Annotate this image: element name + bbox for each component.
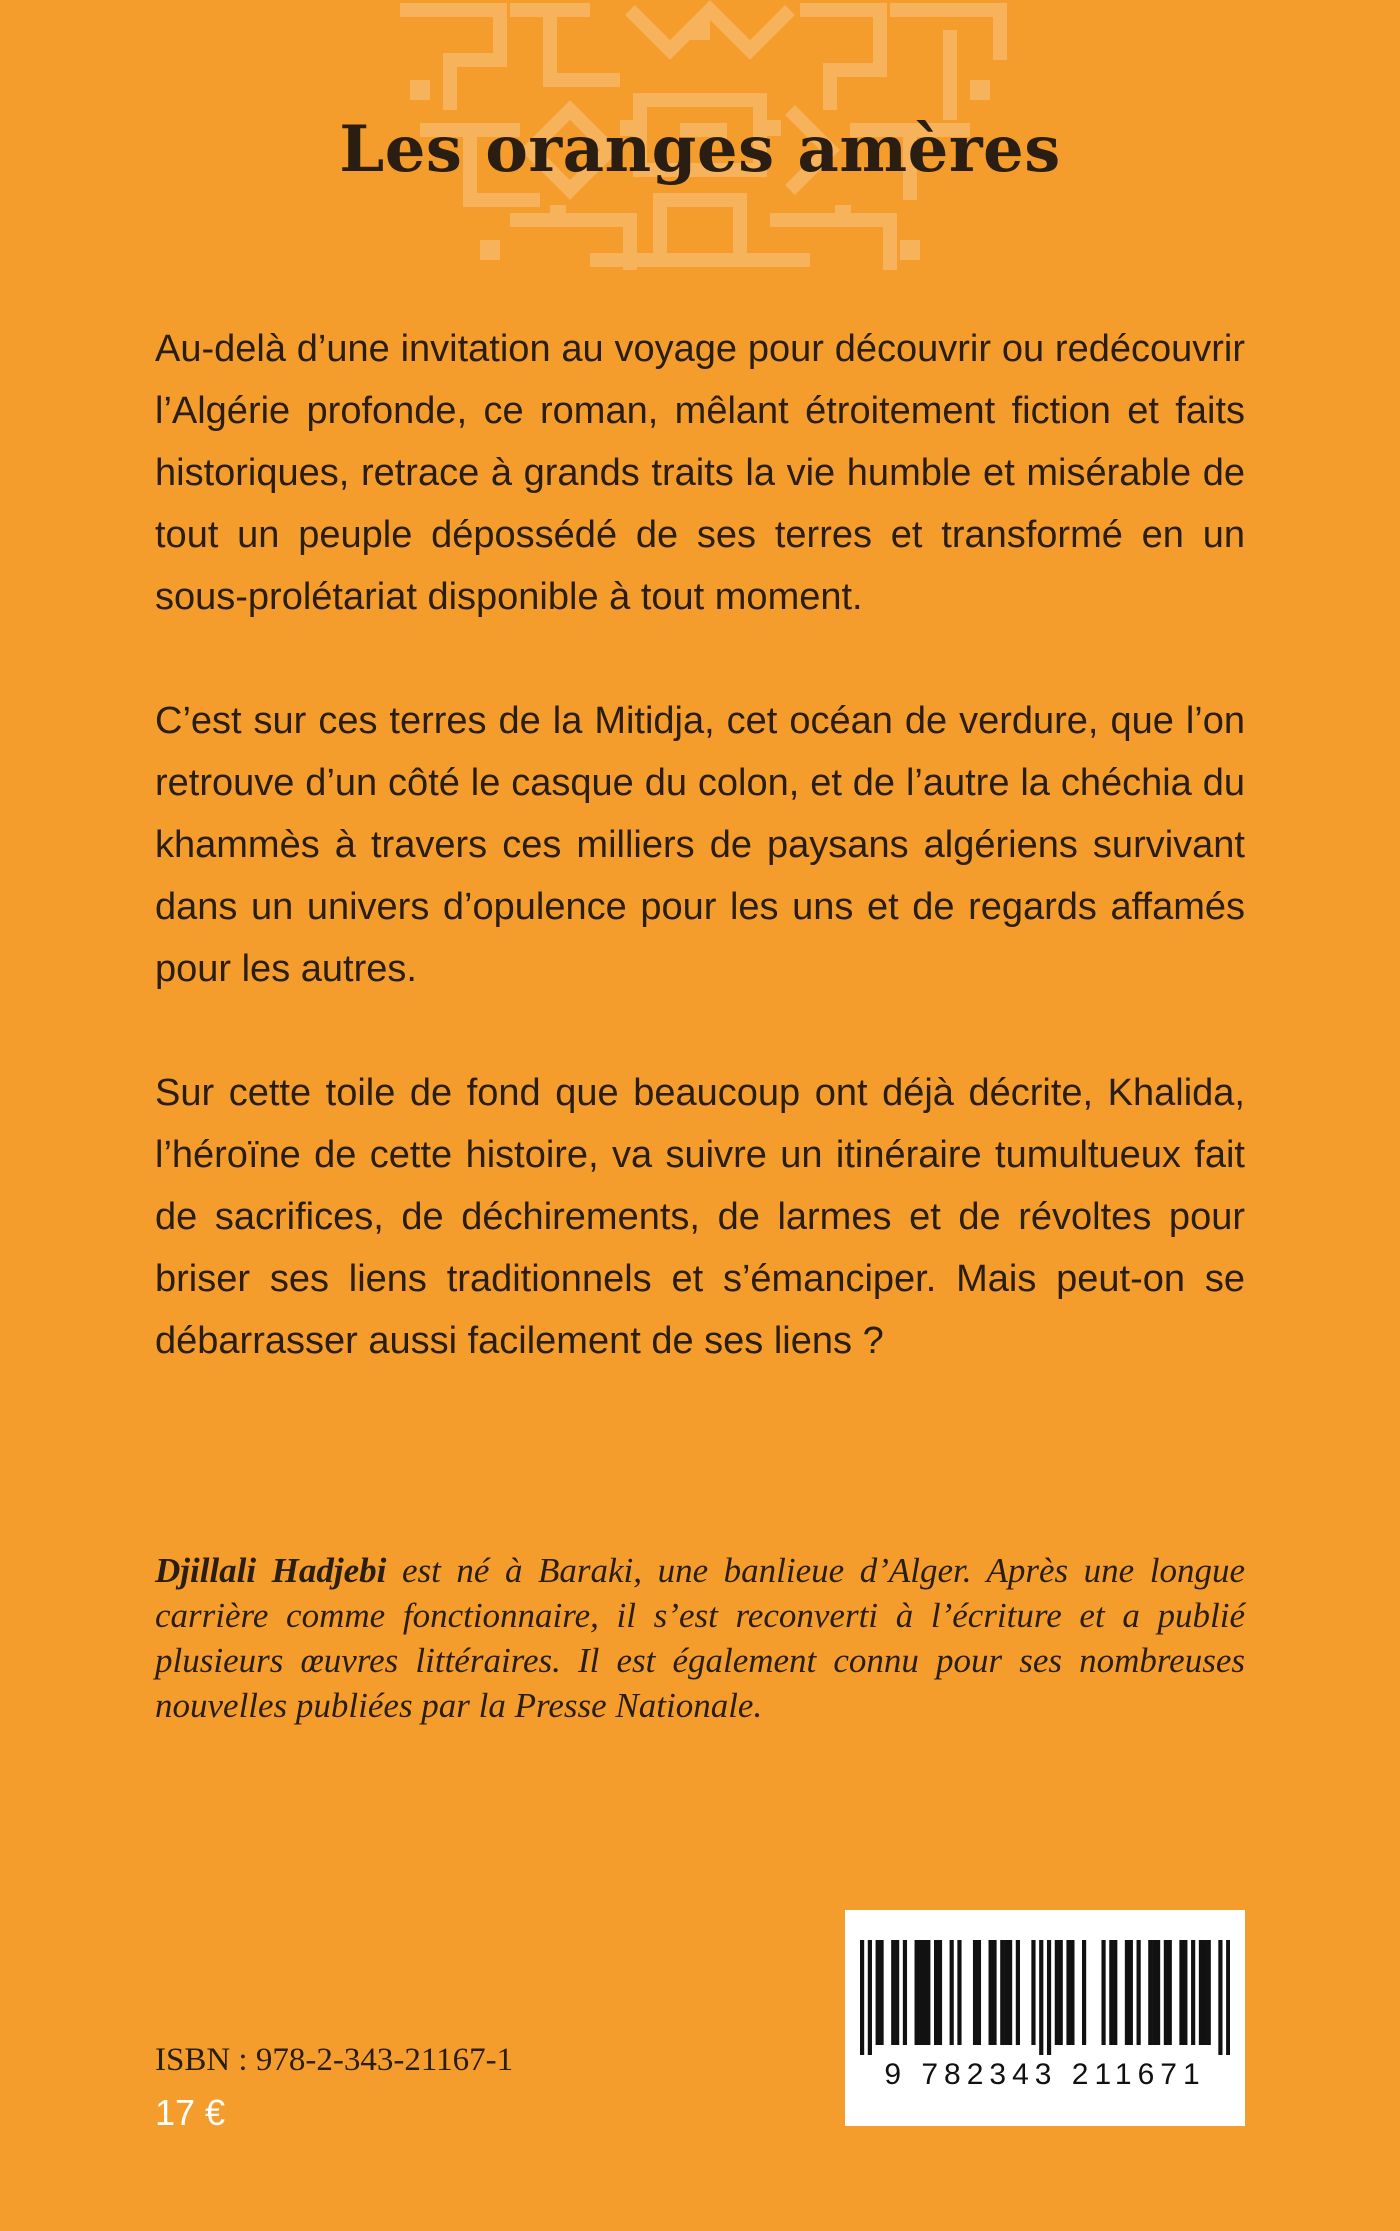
barcode-bar bbox=[977, 1940, 981, 2045]
author-bio-text: est né à Baraki, une banlieue d’Alger. Après une longue carrière comme fonctionnaire, il s’est reconverti à l’écriture et a publié plusieurs œuvres littéraires. Il est également connu pour ses nombreuses nouvelles publiées par la Presse Nationale. bbox=[155, 1551, 1246, 1725]
barcode-bar bbox=[1226, 1940, 1230, 2055]
barcode-bar bbox=[1148, 1940, 1152, 2045]
barcode-bar bbox=[1016, 1940, 1020, 2045]
barcode-bar bbox=[1164, 1940, 1168, 2045]
barcode-bar bbox=[895, 1940, 899, 2045]
barcode-bar bbox=[876, 1940, 880, 2045]
summary-paragraph: Sur cette toile de fond que beaucoup ont déjà décrite, Khalida, l’héroïne de cette histoire, va suivre un itinéraire tumultueux fait de sacrifices, de déchirements, de larmes et de révoltes pour briser ses liens traditionnels et s’émanciper. Mais peut-on se débarrasser aussi facilement de ses liens ? bbox=[155, 1072, 1245, 1362]
barcode-bar bbox=[973, 1940, 977, 2045]
barcode-bar bbox=[1047, 1940, 1051, 2055]
barcode-bar bbox=[1168, 1940, 1172, 2045]
barcode-bar bbox=[1000, 1940, 1004, 2045]
book-summary bbox=[155, 318, 1245, 1434]
barcode-bar bbox=[992, 1940, 996, 2045]
barcode-bar bbox=[1218, 1940, 1222, 2055]
barcode-bar bbox=[989, 1940, 993, 2045]
barcode-bar bbox=[891, 1940, 895, 2045]
barcode-bar bbox=[1101, 1940, 1105, 2045]
barcode-bar bbox=[1191, 1940, 1195, 2045]
barcode-bar bbox=[1113, 1940, 1117, 2045]
barcode-bar bbox=[868, 1940, 872, 2055]
summary-paragraph: Au-delà d’une invitation au voyage pour découvrir ou redécouvrir l’Algérie profonde, ce roman, mêlant étroitement fiction et faits historiques, retrace à grands traits la vie humble et misérable de tout un peuple dépossédé de ses terres et transformé en un sous-prolétariat disponible à tout moment. bbox=[155, 328, 1245, 618]
barcode-bar bbox=[1055, 1940, 1059, 2045]
barcode-bar bbox=[938, 1940, 942, 2045]
barcode-bar bbox=[934, 1940, 938, 2045]
barcode-bar bbox=[1070, 1940, 1074, 2045]
barcode-bar bbox=[1066, 1940, 1070, 2045]
barcode-bar bbox=[1179, 1940, 1183, 2045]
barcode-bars bbox=[860, 1940, 1230, 2055]
barcode-bar bbox=[1207, 1940, 1211, 2045]
barcode-bar bbox=[1004, 1940, 1008, 2045]
barcode-bar bbox=[1125, 1940, 1129, 2045]
barcode-bar bbox=[1152, 1940, 1156, 2045]
barcode-bar bbox=[1039, 1940, 1043, 2055]
barcode-bar bbox=[879, 1940, 883, 2045]
author-name: Djillali Hadjebi bbox=[155, 1551, 387, 1590]
barcode-bar bbox=[1109, 1940, 1113, 2045]
barcode-bar bbox=[1183, 1940, 1187, 2045]
barcode-bar bbox=[1137, 1940, 1141, 2045]
barcode-digits: 9 782343 211671 bbox=[884, 2058, 1206, 2091]
barcode-bar bbox=[922, 1940, 926, 2045]
barcode-bar bbox=[1156, 1940, 1160, 2045]
barcode-bar bbox=[950, 1940, 954, 2045]
barcode-bar bbox=[1082, 1940, 1086, 2045]
barcode bbox=[845, 1910, 1245, 2126]
barcode-bar bbox=[1203, 1940, 1207, 2045]
barcode-bar bbox=[903, 1940, 907, 2045]
barcode-bar bbox=[1199, 1940, 1203, 2045]
barcode-bar bbox=[915, 1940, 919, 2045]
barcode-bar bbox=[1008, 1940, 1012, 2045]
author-bio bbox=[155, 1548, 1245, 1728]
barcode-bar bbox=[1129, 1940, 1133, 2045]
barcode-bar bbox=[1059, 1940, 1063, 2045]
barcode-bar bbox=[926, 1940, 930, 2045]
book-title: Les oranges amères bbox=[339, 112, 1061, 187]
isbn-label: ISBN : 978-2-343-21167-1 bbox=[155, 2042, 514, 2078]
barcode-bar bbox=[860, 1940, 864, 2055]
barcode-bar bbox=[918, 1940, 922, 2045]
summary-paragraph: C’est sur ces terres de la Mitidja, cet océan de verdure, que l’on retrouve d’un côté le casque du colon, et de l’autre la chéchia du khammès à travers ces milliers de paysans algériens survivant dans un univers d’opulence pour les uns et de regards affamés pour les autres. bbox=[155, 700, 1245, 990]
barcode-bar bbox=[957, 1940, 961, 2045]
barcode-bar bbox=[1031, 1940, 1035, 2045]
price-label: 17 € bbox=[155, 2092, 226, 2133]
